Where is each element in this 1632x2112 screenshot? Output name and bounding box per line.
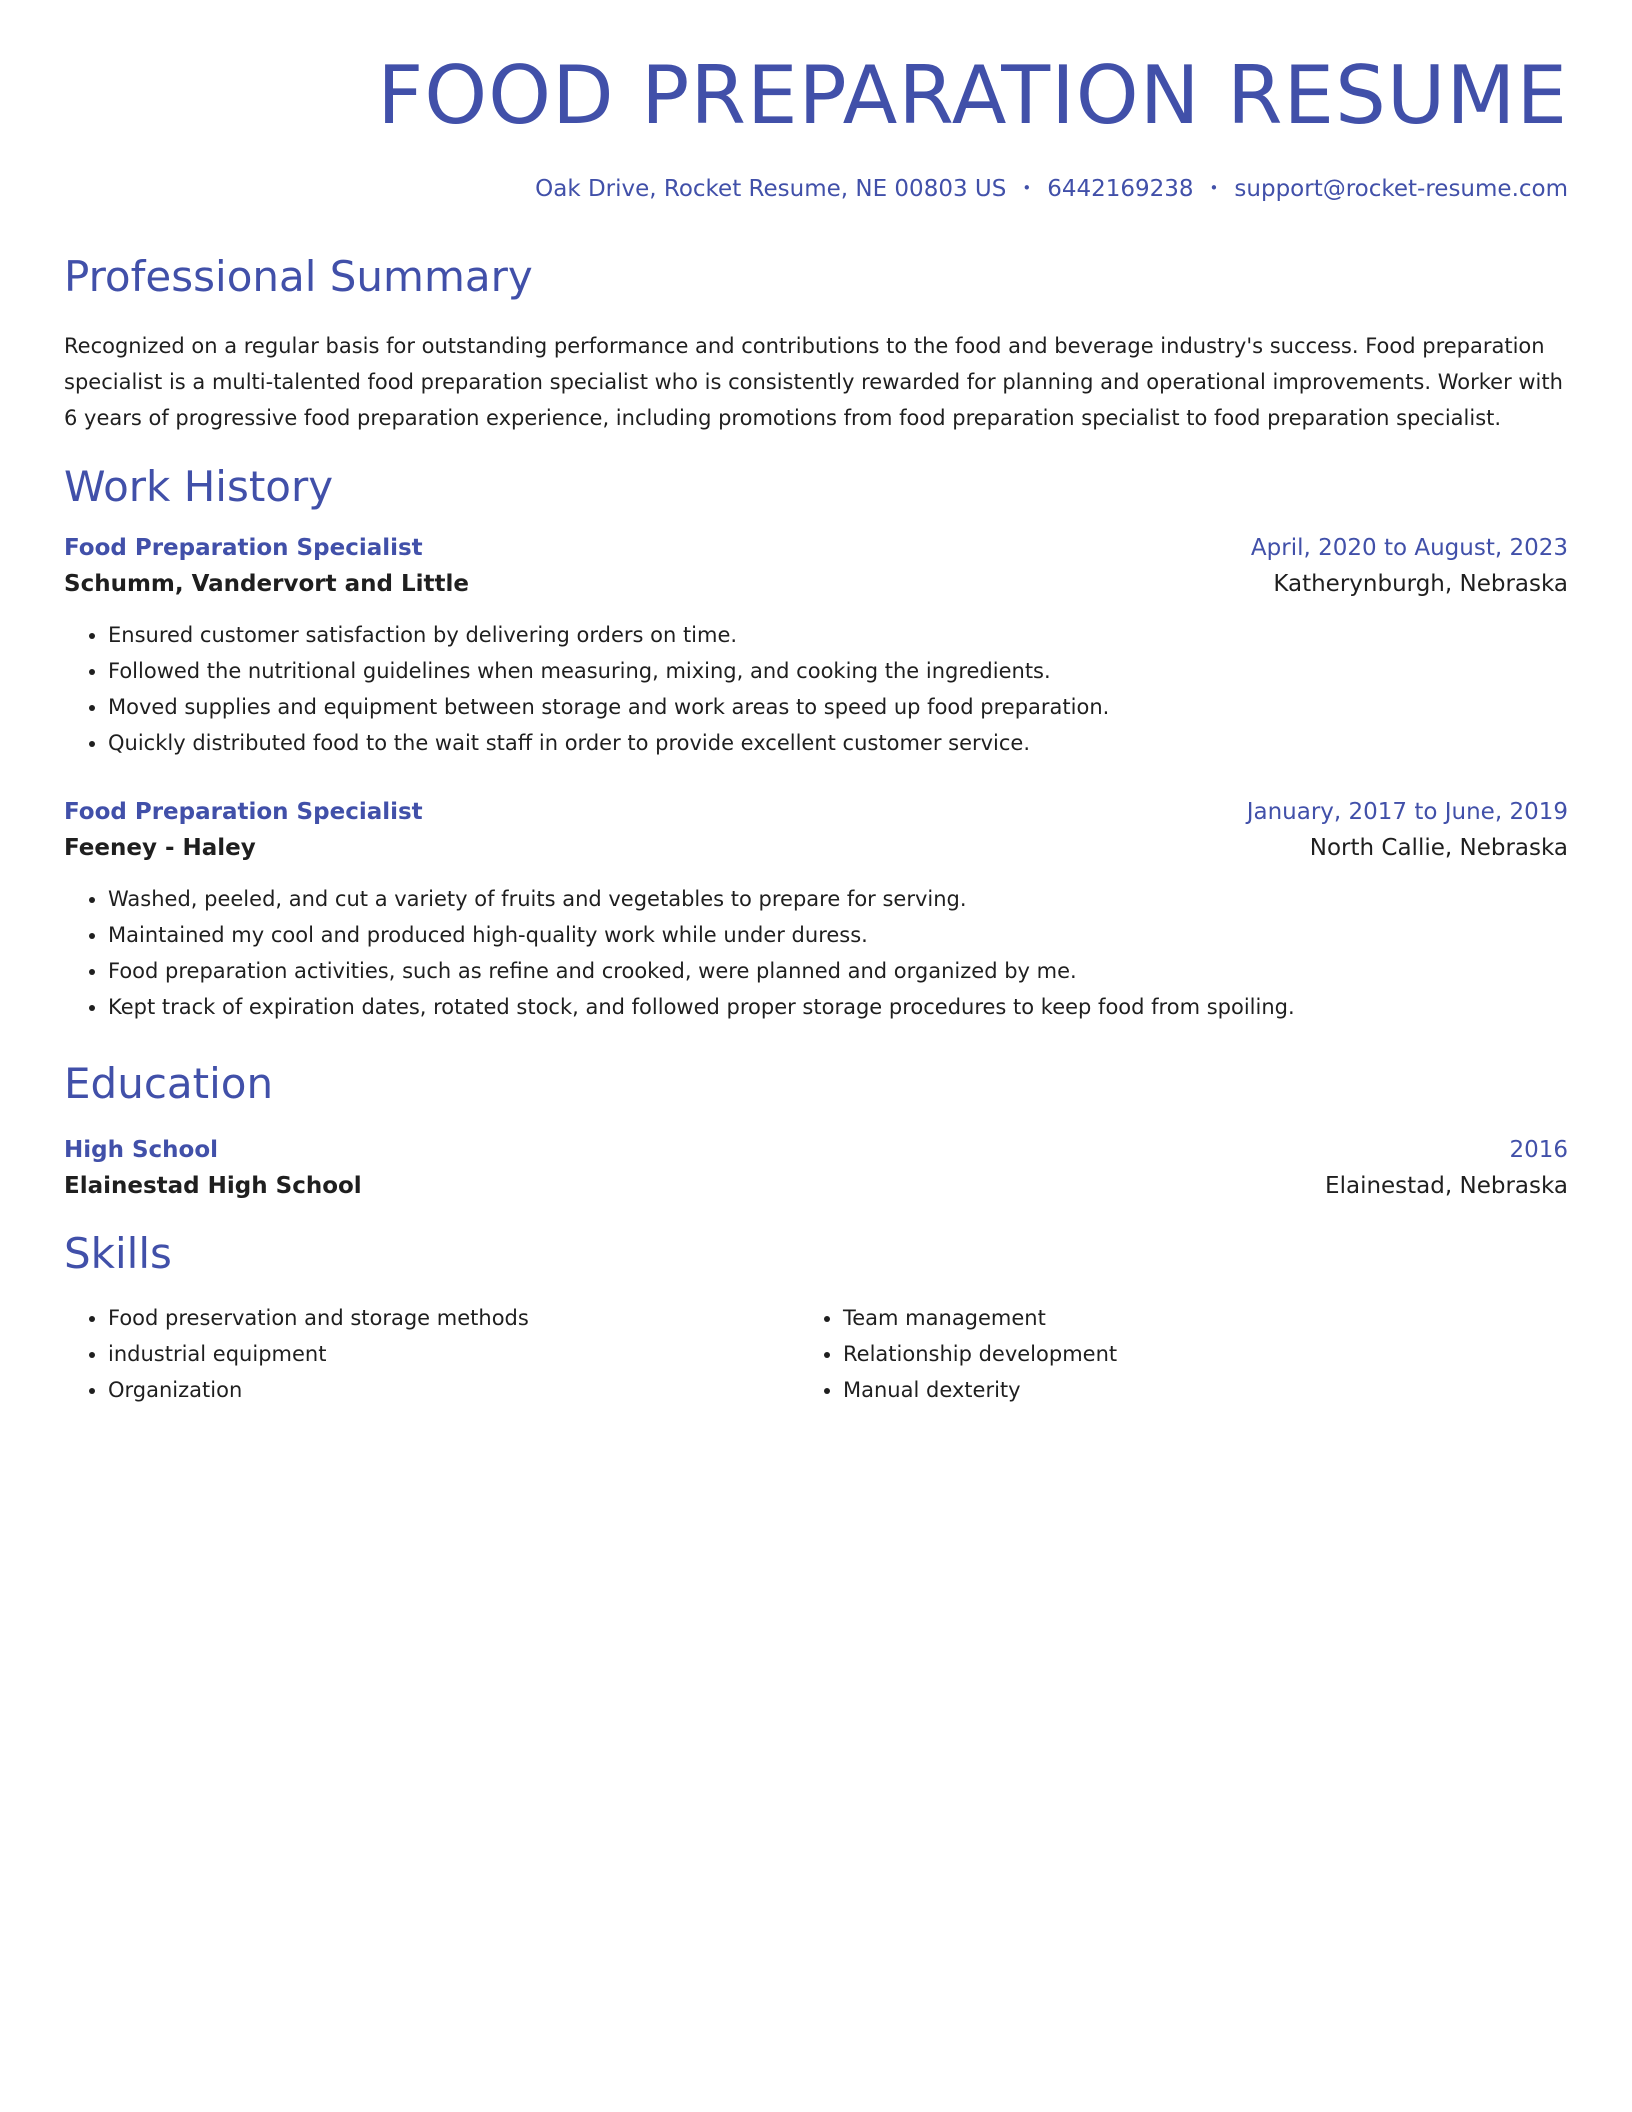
education-heading: Education <box>64 1058 274 1108</box>
contact-line <box>64 176 1568 202</box>
education-school: Elainestad High School <box>64 1173 362 1200</box>
education-year: 2016 <box>1509 1137 1568 1164</box>
list-item: • Quickly distributed food to the wait staff in order to provide excellent customer service. <box>108 725 1568 761</box>
list-item: • Food preparation activities, such as refine and crooked, were planned and organized by me. <box>108 953 1568 989</box>
summary-heading: Professional Summary <box>64 252 533 301</box>
job-entry <box>64 535 1568 761</box>
job-duties-list <box>64 881 1568 1025</box>
job-title: Food Preparation Specialist <box>64 534 423 561</box>
job-company: Feeney - Haley <box>64 834 256 861</box>
contact-separator: • <box>1022 178 1032 197</box>
contact-phone: 6442169238 <box>1047 176 1194 202</box>
list-item: • Maintained my cool and produced high-quality work while under duress. <box>108 917 1568 953</box>
list-item: • Manual dexterity <box>843 1372 1534 1408</box>
work-history-heading: Work History <box>64 462 334 512</box>
list-item: • Followed the nutritional guidelines when measuring, mixing, and cooking the ingredients. <box>108 653 1568 689</box>
list-item: • Washed, peeled, and cut a variety of fruits and vegetables to prepare for serving. <box>108 881 1568 917</box>
job-company: Schumm, Vandervort and Little <box>64 570 469 597</box>
list-item: • Food preservation and storage methods <box>108 1300 799 1336</box>
list-item: • industrial equipment <box>108 1336 799 1372</box>
education-entry <box>64 1137 1568 1199</box>
list-item: • Organization <box>108 1372 799 1408</box>
list-item: • Team management <box>843 1300 1534 1336</box>
list-item: • Ensured customer satisfaction by delivering orders on time. <box>108 617 1568 653</box>
list-item: • Kept track of expiration dates, rotated stock, and followed proper storage procedures to keep food from spoiling. <box>108 989 1568 1025</box>
job-location: North Callie, Nebraska <box>1309 834 1568 861</box>
job-location: Katherynburgh, Nebraska <box>1273 570 1568 597</box>
summary-text: Recognized on a regular basis for outstanding performance and contributions to the food and beverage industry's success. Food preparation specialist is a multi-talented food preparation specialist who is consistently rewarded for planning and operational improvements. Worker with 6 years of progressive food preparation experience, including promotions from food preparation specialist to food preparation specialist. <box>64 334 1563 431</box>
contact-email[interactable]: support@rocket-resume.com <box>1234 176 1568 202</box>
education-degree: High School <box>64 1137 219 1164</box>
list-item: • Relationship development <box>843 1336 1534 1372</box>
job-entry <box>64 799 1568 1025</box>
job-dates: January, 2017 to June, 2019 <box>1246 798 1568 825</box>
job-duties-list <box>64 617 1568 761</box>
resume-header <box>64 49 1568 202</box>
contact-separator: • <box>1209 178 1219 197</box>
skills-list <box>64 1300 799 1408</box>
contact-address: Oak Drive, Rocket Resume, NE 00803 US <box>535 176 1007 202</box>
skills-heading: Skills <box>64 1229 172 1279</box>
job-dates: April, 2020 to August, 2023 <box>1250 534 1568 561</box>
skills-column-right <box>799 1300 1534 1408</box>
education-location: Elainestad, Nebraska <box>1325 1173 1568 1200</box>
skills-list <box>799 1300 1534 1408</box>
skills-column-left <box>64 1300 799 1408</box>
resume-title: FOOD PREPARATION RESUME <box>377 49 1568 142</box>
skills-grid <box>64 1300 1568 1408</box>
job-title: Food Preparation Specialist <box>64 798 423 825</box>
list-item: • Moved supplies and equipment between storage and work areas to speed up food preparation. <box>108 689 1568 725</box>
